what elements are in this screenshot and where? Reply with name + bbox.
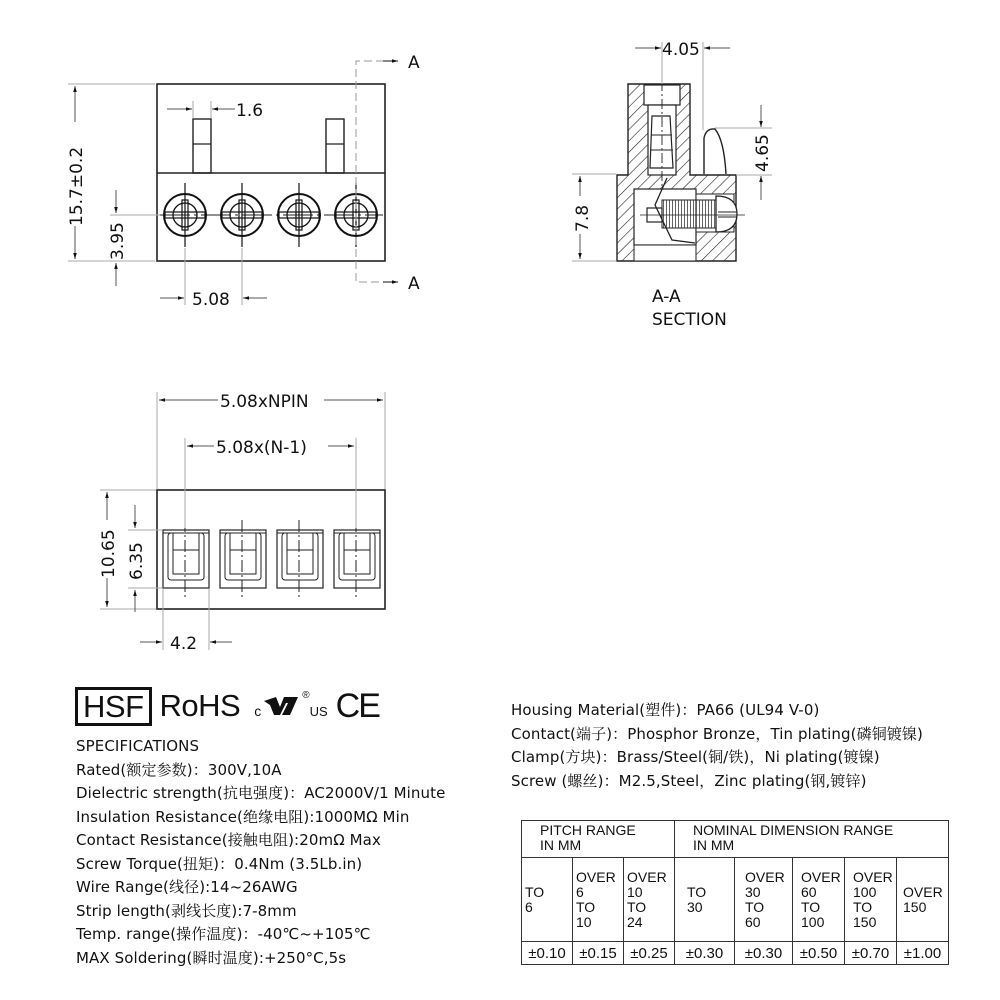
latch xyxy=(704,129,726,174)
dim-section-top: 4.05 xyxy=(662,40,700,60)
spec-line: Screw Torque(扭矩)：0.4Nm (3.5Lb.in) xyxy=(76,854,363,873)
tolerance-cell: ±0.30 xyxy=(675,942,735,965)
spec-line: Contact Resistance(接触电阻):20mΩ Max xyxy=(76,831,381,849)
pin-left xyxy=(193,119,211,173)
materials-block xyxy=(511,699,923,793)
table-header-row xyxy=(522,821,949,858)
range-cell: OVER 100 TO 150 xyxy=(845,858,897,942)
section-cut-line xyxy=(356,61,396,282)
spec-line: MAX Soldering(瞬时温度):+250°C,5s xyxy=(76,948,347,967)
section-label-sub: SECTION xyxy=(652,310,727,330)
tolerance-cell: ±0.30 xyxy=(735,942,793,965)
section-marker-top: A xyxy=(408,53,420,73)
dim-latch-height: 4.65 xyxy=(753,134,773,172)
pin-right xyxy=(326,119,344,173)
dim-screw-height: 3.95 xyxy=(108,222,128,260)
section-view xyxy=(571,40,773,330)
bottom-view xyxy=(97,390,385,654)
pitch-range-header: PITCH RANGE IN MM xyxy=(522,821,675,858)
dim-total-width: 5.08xNPIN xyxy=(220,392,309,412)
wire-opening xyxy=(334,520,380,600)
range-cell: OVER 10 TO 24 xyxy=(624,858,675,942)
range-cell: OVER 60 TO 100 xyxy=(793,858,845,942)
spec-line: Insulation Resistance(绝缘电阻):1000MΩ Min xyxy=(76,807,410,826)
wire-opening xyxy=(163,520,209,600)
section-marker-bottom: A xyxy=(408,274,420,294)
range-cell: OVER 6 TO 10 xyxy=(573,858,624,942)
material-line: Housing Material(塑件)：PA66 (UL94 V-0) xyxy=(511,701,820,719)
range-cell: OVER 30 TO 60 xyxy=(735,858,793,942)
spec-line: Dielectric strength(抗电强度)：AC2000V/1 Minute xyxy=(76,784,446,802)
spec-line: Temp. range(操作温度)：-40℃~+105℃ xyxy=(76,925,371,943)
dim-bottom-height: 10.65 xyxy=(99,529,119,578)
wire-opening xyxy=(220,520,266,600)
certification-logos xyxy=(75,686,379,726)
dim-pin-width: 1.6 xyxy=(236,101,264,121)
tolerance-cell: ±0.50 xyxy=(793,942,845,965)
material-line: Contact(端子)：Phosphor Bronze，Tin plating(磷铜镀镍) xyxy=(511,724,923,743)
ce-logo: CE xyxy=(335,686,379,725)
tolerance-cell: ±0.70 xyxy=(845,942,897,965)
specifications-block xyxy=(76,735,445,970)
spec-line: Wire Range(线径):14~26AWG xyxy=(76,878,298,896)
spec-line: Strip length(剥线长度):7-8mm xyxy=(76,901,297,920)
dim-inner-width: 5.08x(N-1) xyxy=(216,438,307,458)
range-cell: TO 30 xyxy=(675,858,735,942)
front-view xyxy=(65,53,420,310)
material-line: Clamp(方块)：Brass/Steel(铜/铁)，Ni plating(镀镍) xyxy=(511,748,880,766)
dim-pitch: 5.08 xyxy=(192,290,230,310)
tolerance-cell: ±0.10 xyxy=(522,942,573,965)
rohs-logo: RoHS xyxy=(159,688,241,723)
spec-line: Rated(额定参数)：300V,10A xyxy=(76,760,282,779)
dim-opening-height: 6.35 xyxy=(127,542,147,580)
tolerance-cell: ±1.00 xyxy=(897,942,949,965)
section-label: A-A xyxy=(652,287,681,307)
hsf-logo: HSF xyxy=(75,687,152,726)
ul-logo: c ® US xyxy=(254,690,328,719)
wire-opening xyxy=(277,520,323,600)
tolerance-cell: ±0.25 xyxy=(624,942,675,965)
dim-opening-offset: 4.2 xyxy=(170,634,198,654)
nominal-range-header: NOMINAL DIMENSION RANGE IN MM xyxy=(675,821,949,858)
ul-mark-icon xyxy=(262,693,302,719)
table-range-row xyxy=(522,858,949,942)
dim-section-height: 7.8 xyxy=(573,204,593,232)
spec-title: SPECIFICATIONS xyxy=(76,737,200,755)
range-cell: TO 6 xyxy=(522,858,573,942)
tolerance-cell: ±0.15 xyxy=(573,942,624,965)
tolerance-table xyxy=(521,820,949,965)
dim-total-height: 15.7±0.2 xyxy=(67,146,87,226)
table-tolerance-row xyxy=(522,942,949,965)
range-cell: OVER 150 xyxy=(897,858,949,942)
material-line: Screw (螺丝)：M2.5,Steel，Zinc plating(钢,镀锌) xyxy=(511,771,867,790)
